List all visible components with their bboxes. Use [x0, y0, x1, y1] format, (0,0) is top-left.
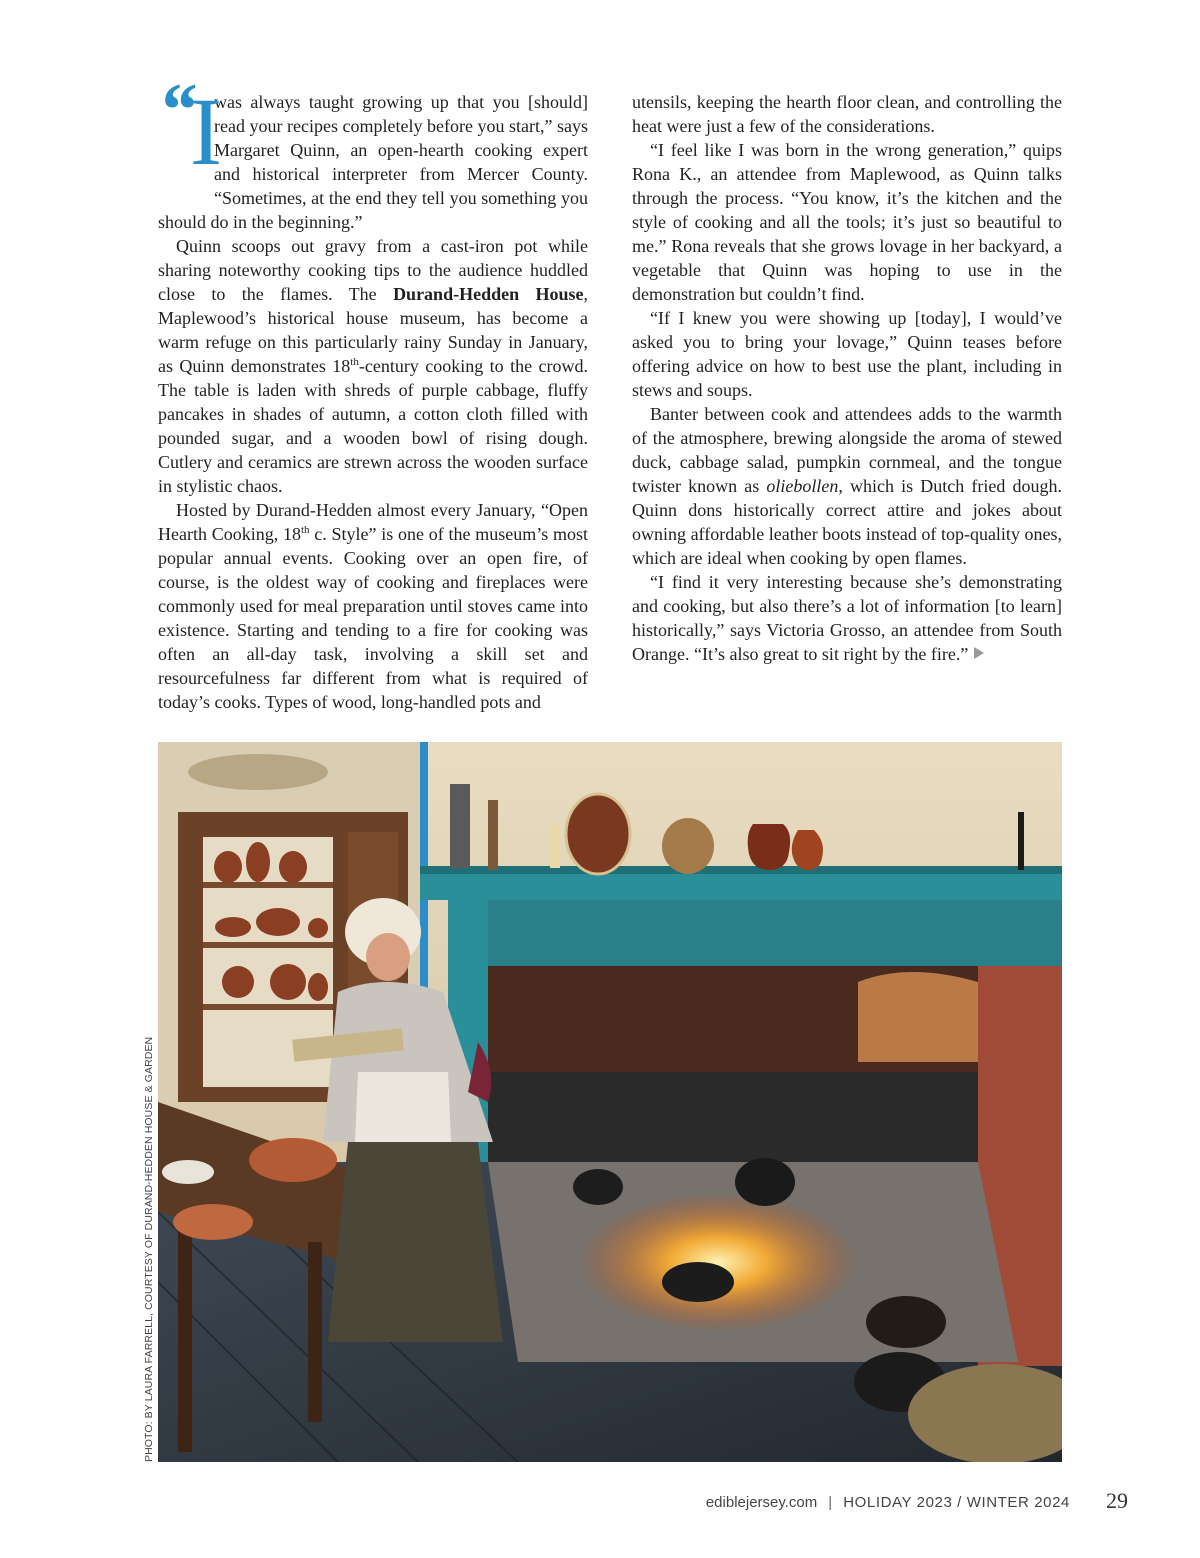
article-column-right	[632, 90, 1062, 666]
drop-quote-mark: “	[158, 68, 190, 152]
paragraph-3-text-a: Hosted by Durand-Hedden almost every January, “Open Hearth Cooking, 18	[158, 500, 588, 544]
drop-cap-letter: I	[190, 78, 222, 185]
article-paragraph-6	[632, 402, 1062, 570]
issue-label: HOLIDAY 2023 / WINTER 2024	[843, 1494, 1070, 1511]
paragraph-2-text-b: , Maplewood’s historical house museum, has become a warm refuge on this particularly rainy Sunday in January, as Quinn demonstrates 18	[158, 284, 588, 376]
paragraph-7-text: “I find it very interesting because she’s demonstrating and cooking, but also there’s a lot of information [to learn] historically,” says Victoria Grosso, an attendee from South Orange. “It’s also great to sit right by the fire.”	[632, 572, 1062, 664]
article-paragraph-4: “I feel like I was born in the wrong generation,” quips Rona K., an attendee from Maplewood, as Quinn talks through the process. “You know, it’s the kitchen and the style of cooking and all the tools; it’s just so beautiful to me.” Rona reveals that she grows lovage in her backyard, a vegetable that Quinn was hoping to use in the demonstration but couldn’t find.	[632, 140, 1062, 304]
paragraph-2-text-a: Quinn scoops out gravy from a cast-iron pot while sharing noteworthy cooking tips to the audience huddled close to the flames. The	[158, 236, 588, 304]
paragraph-6-text-a: Banter between cook and attendees adds to the warmth of the atmosphere, brewing alongside the aroma of stewed duck, cabbage salad, pumpkin cornmeal, and the tongue twister known as	[632, 404, 1062, 496]
article-column-left	[158, 68, 589, 714]
article-paragraph-3	[158, 498, 588, 714]
paragraph-1-text: was always taught growing up that you [should] read your recipes completely before you start,” says Margaret Quinn, an open-hearth cooking expert and historical interpreter from Mercer County. “Sometimes, at the end they tell you something you should do in the beginning.”	[158, 92, 588, 232]
drop-quote	[158, 68, 222, 188]
page-footer	[706, 1494, 1070, 1511]
site-url: ediblejersey.com	[705, 1494, 818, 1511]
ordinal-superscript: th	[350, 356, 359, 368]
oliebollen-term: oliebollen	[766, 476, 839, 496]
bake-oven-door	[858, 972, 978, 1062]
hearth-cooking-photo	[158, 742, 1062, 1462]
article-paragraph-1	[158, 68, 588, 234]
durand-hedden-house-name: Durand-Hedden House	[393, 284, 584, 304]
article-paragraph-2	[158, 234, 588, 498]
fireplace-inner	[488, 1072, 978, 1162]
open-fire	[578, 1192, 858, 1332]
photo-credit: PHOTO: BY LAURA FARRELL, COURTESY OF DURAND-HEDDEN HOUSE & GARDEN	[143, 1036, 155, 1462]
ordinal-superscript: th	[300, 524, 310, 536]
article-paragraph-7	[632, 570, 1062, 666]
page-number: 29	[1106, 1488, 1128, 1513]
paragraph-6-text-b: , which is Dutch fried dough. Quinn dons historically correct attire and jokes about owning affordable leather boots instead of top-quality ones, which are ideal when cooking by open flames.	[632, 476, 1063, 568]
footer-separator: |	[828, 1494, 833, 1511]
paragraph-3-text-b: c. Style” is one of the museum’s most popular annual events. Cooking over an open fire, of course, is the oldest way of cooking and fireplaces were commonly used for meal preparation until stoves came into existence. Starting and tending to a fire for cooking was often an all-day task, involving a skill set and resourcefulness far different from what is required of today’s cooks. Types of wood, long-handled pots and	[158, 524, 589, 712]
paragraph-2-text-c: -century cooking to the crowd. The table is laden with shreds of purple cabbage, fluffy pancakes in shades of autumn, a cotton cloth filled with pounded sugar, and a wooden bowl of rising dough. Cutlery and ceramics are strewn across the wooden surface in stylistic chaos.	[158, 356, 589, 496]
article-paragraph-3-continued: utensils, keeping the hearth floor clean, and controlling the heat were just a few of the considerations.	[632, 92, 1062, 136]
article-paragraph-5: “If I knew you were showing up [today], I would’ve asked you to bring your lovage,” Quinn teases before offering advice on how to best use the plant, including in stews and soups.	[632, 308, 1062, 400]
continue-arrow-icon	[974, 647, 984, 659]
